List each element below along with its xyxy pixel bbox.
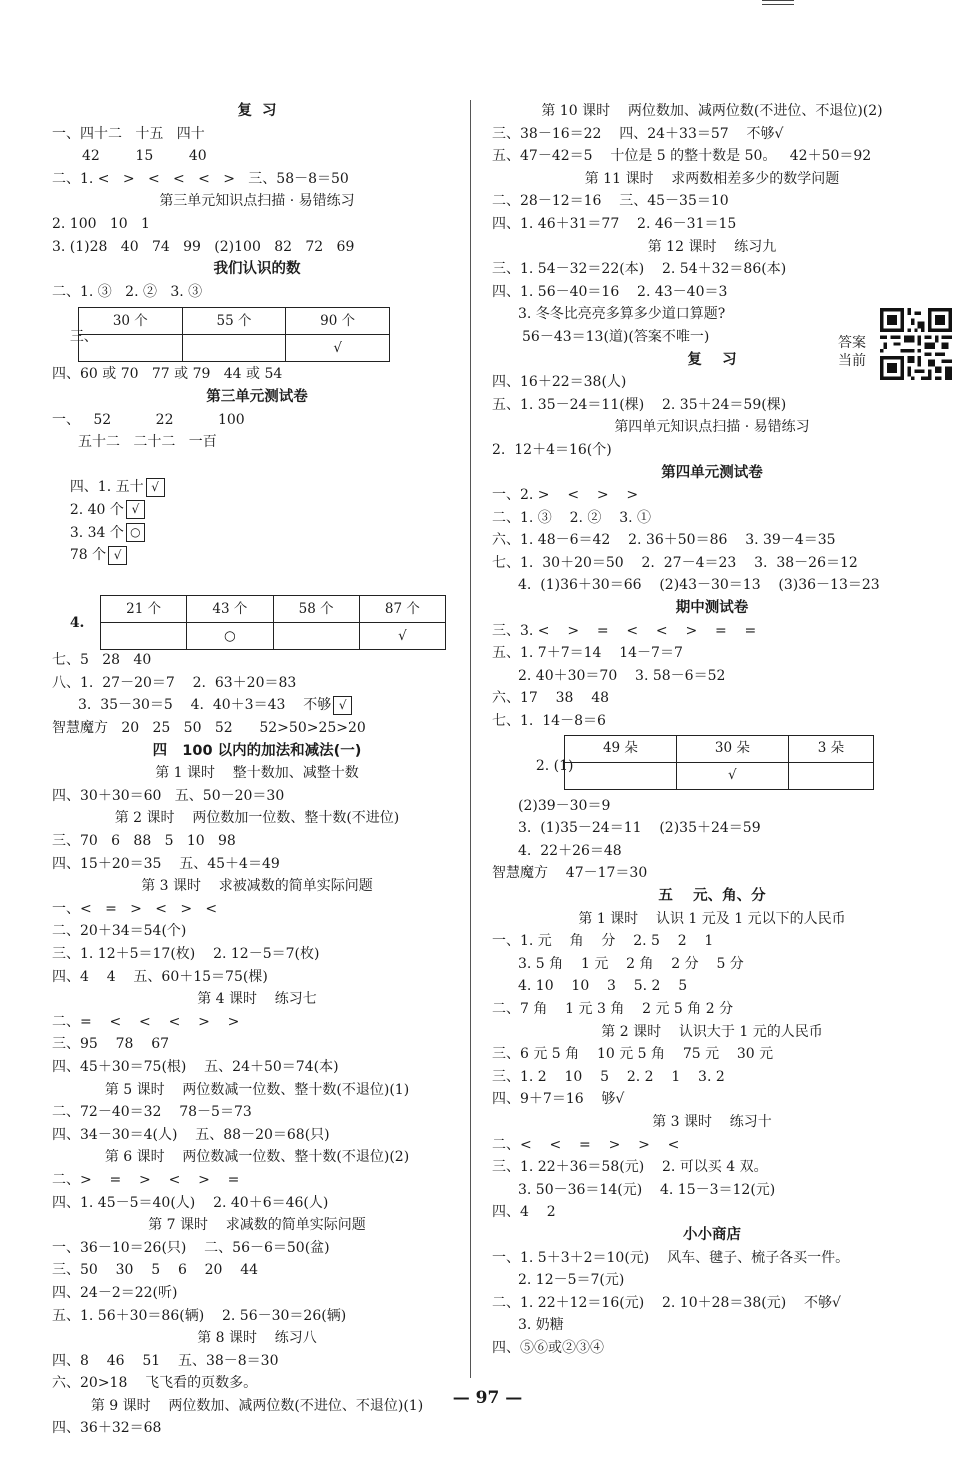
table-cell bbox=[101, 623, 187, 650]
answer-line: 一、2. > < > > bbox=[492, 487, 639, 504]
answer-line: 3. 奶糖 bbox=[518, 1317, 564, 1334]
answer-text: 四、1. 五十 bbox=[69, 479, 144, 496]
left-column bbox=[52, 100, 462, 1440]
answer-line: 四、4 4 五、60＋15＝75(棵) bbox=[52, 968, 268, 985]
answer-line: 一、四十二 十五 四十 bbox=[52, 125, 205, 142]
answer-line: 六、1. 48－6＝42 2. 36＋50＝86 3. 39－4＝35 bbox=[492, 532, 836, 549]
answer-table bbox=[100, 595, 446, 650]
lesson-heading: 第 10 课时 两位数加、减两位数(不进位、不退位)(2) bbox=[541, 103, 883, 119]
answer-line: 四、15＋20＝35 五、45＋4＝49 bbox=[52, 855, 280, 872]
table-header: 43 个 bbox=[187, 596, 273, 623]
answer-box: √ bbox=[126, 500, 145, 519]
lesson-heading: 第 12 课时 练习九 bbox=[647, 238, 777, 255]
table-header: 30 朵 bbox=[676, 735, 788, 762]
page-number: — 97 — bbox=[452, 1388, 523, 1408]
answer-line: 4. 22＋26＝48 bbox=[518, 842, 622, 859]
answer-line: 二、72－40＝32 78－5＝73 bbox=[52, 1104, 252, 1121]
table-header: 87 个 bbox=[359, 596, 445, 623]
answer-line: 四、4 2 bbox=[492, 1204, 556, 1221]
answer-line: 2. 100 10 1 bbox=[52, 215, 150, 232]
answer-line: 七、5 28 40 bbox=[52, 652, 152, 669]
answer-line: 三、50 30 5 6 20 44 bbox=[52, 1262, 259, 1279]
answer-table-line bbox=[52, 303, 462, 363]
section-heading: 小小商店 bbox=[683, 1226, 741, 1243]
answer-line: 五、47－42＝5 十位是 5 的整十数是 50。 42＋50＝92 bbox=[492, 148, 872, 165]
answer-line: 一、36－10＝26(只) 二、56－6＝50(盆) bbox=[52, 1239, 330, 1256]
answer-line: 四、30＋30＝60 五、50－20＝30 bbox=[52, 787, 285, 804]
answer-line: 四、36＋32＝68 bbox=[52, 1420, 162, 1437]
answer-line bbox=[52, 694, 462, 717]
answer-line: 2. 40＋30＝70 3. 58－6＝52 bbox=[518, 667, 726, 684]
answer-line: 六、20>18 飞飞看的页数多。 bbox=[52, 1375, 258, 1392]
right-column bbox=[492, 100, 932, 1359]
answer-line: 二、1. < > < < < > 三、58－8＝50 bbox=[52, 170, 349, 187]
answer-line: 三、38－16＝22 四、24＋33＝57 不够√ bbox=[492, 125, 784, 142]
answer-line: 四、⑤⑥或②③④ bbox=[492, 1339, 604, 1356]
answer-line: 3. 冬冬比亮亮多算多少道口算题? bbox=[518, 306, 726, 323]
answer-line: 四、16＋22＝38(人) bbox=[492, 374, 627, 391]
table-header: 90 个 bbox=[286, 308, 390, 335]
lesson-heading: 第 9 课时 两位数加、减两位数(不进位、不退位)(1) bbox=[90, 1397, 424, 1414]
answer-line: 三、1. 54－32＝22(本) 2. 54＋32＝86(本) bbox=[492, 261, 787, 278]
answer-line: 五、1. 56＋30＝86(辆) 2. 56－30＝26(辆) bbox=[52, 1307, 347, 1324]
top-mark bbox=[762, 0, 794, 5]
table-cell: √ bbox=[286, 335, 390, 362]
lesson-heading: 第 1 课时 认识 1 元及 1 元以下的人民币 bbox=[578, 910, 846, 927]
lesson-heading: 第 6 课时 两位数减一位数、整十数(不退位)(2) bbox=[104, 1149, 410, 1166]
answer-line: 六、17 38 48 bbox=[492, 690, 610, 707]
answer-line: 3. (1)35－24＝11 (2)35＋24＝59 bbox=[518, 820, 761, 837]
answer-line: 3. 5 角 1 元 2 角 2 分 5 分 bbox=[518, 955, 744, 972]
answer-line: 五、1. 7＋7＝14 14－7＝7 bbox=[492, 645, 683, 662]
answer-line: 三、70 6 88 5 10 98 bbox=[52, 833, 236, 850]
table-cell bbox=[182, 335, 286, 362]
answer-line: (2)39－30＝9 bbox=[518, 797, 611, 814]
answer-line: 2. 12＋4＝16(个) bbox=[492, 441, 612, 458]
column-divider bbox=[470, 100, 471, 1378]
table-prefix: 三、 bbox=[69, 328, 98, 345]
section-heading: 四 100 以内的加法和减法(一) bbox=[152, 742, 362, 759]
answer-line: 五、1. 35－24＝11(棵) 2. 35＋24＝59(棵) bbox=[492, 396, 787, 413]
lesson-heading: 第 11 课时 求两数相差多少的数学问题 bbox=[584, 170, 840, 187]
answer-text: 3. 34 个 bbox=[69, 524, 124, 541]
table-cell: ○ bbox=[187, 623, 273, 650]
answer-line: 二、7 角 1 元 3 角 2 元 5 角 2 分 bbox=[492, 1000, 734, 1017]
table-cell bbox=[273, 623, 359, 650]
answer-line: 二、20＋34＝54(个) bbox=[52, 923, 187, 940]
table-header: 49 朵 bbox=[565, 735, 677, 762]
answer-line: 四、45＋30＝75(根) 五、24＋50＝74(本) bbox=[52, 1058, 339, 1075]
table-cell bbox=[79, 335, 183, 362]
qr-label: 答案当前 bbox=[838, 335, 866, 369]
answer-line: 四、1. 45－5＝40(人) 2. 40＋6＝46(人) bbox=[52, 1194, 329, 1211]
answer-line: 三、1. 12＋5＝17(枚) 2. 12－5＝7(枚) bbox=[52, 946, 320, 962]
answer-table bbox=[78, 307, 390, 362]
answer-line: 二、1. ③ 2. ② 3. ① bbox=[492, 509, 652, 526]
lesson-heading: 第三单元知识点扫描 · 易错练习 bbox=[159, 193, 355, 210]
table-cell: √ bbox=[676, 762, 788, 789]
answer-line: 四、1. 56－40＝16 2. 43－40＝3 bbox=[492, 283, 728, 300]
table-header: 55 个 bbox=[182, 308, 286, 335]
answer-line: 四、8 46 51 五、38－8＝30 bbox=[52, 1352, 279, 1369]
section-heading: 我们认识的数 bbox=[213, 261, 301, 278]
table-header: 58 个 bbox=[273, 596, 359, 623]
answer-line: 三、1. 2 10 5 2. 2 1 3. 2 bbox=[492, 1068, 725, 1085]
answer-line: 42 15 40 bbox=[82, 148, 207, 165]
answer-line: 四、24－2＝22(听) bbox=[52, 1284, 178, 1301]
lesson-heading: 第 1 课时 整十数加、减整十数 bbox=[155, 765, 359, 782]
answer-text: 3. 35－30＝5 4. 40＋3＝43 不够 bbox=[78, 697, 332, 714]
table-cell bbox=[788, 762, 873, 789]
answer-line: 一、1. 元 角 分 2. 5 2 1 bbox=[492, 933, 714, 950]
section-heading: 复 习 bbox=[687, 351, 737, 368]
answer-line: 3. (1)28 40 74 99 (2)100 82 72 69 bbox=[52, 238, 355, 255]
answer-line: 三、3. < > = < < > = = bbox=[492, 622, 757, 639]
section-heading: 复 习 bbox=[237, 103, 277, 119]
page-number-value: 97 bbox=[475, 1388, 500, 1408]
answer-box: √ bbox=[333, 696, 352, 715]
lesson-heading: 第 5 课时 两位数减一位数、整十数(不退位)(1) bbox=[104, 1081, 410, 1098]
table-header: 21 个 bbox=[101, 596, 187, 623]
answer-text: 2. 40 个 bbox=[69, 501, 124, 518]
answer-line: 五十二 二十二 一百 bbox=[78, 434, 217, 451]
answer-line: 二、= < < < > > bbox=[52, 1013, 240, 1030]
answer-line: 智慧魔方 20 25 50 52 52>50>25>20 bbox=[52, 720, 366, 737]
answer-line: 三、1. 22＋36＝58(元) 2. 可以买 4 双。 bbox=[492, 1159, 768, 1176]
lesson-heading: 第 4 课时 练习七 bbox=[197, 991, 317, 1008]
answer-line: 4. (1)36＋30＝66 (2)43－30＝13 (3)36－13＝23 bbox=[518, 577, 880, 594]
answer-table-line bbox=[492, 733, 932, 795]
answer-table-line bbox=[52, 589, 462, 649]
answer-line: 三、95 78 67 bbox=[52, 1036, 170, 1053]
answer-line: 一、< = > < > < bbox=[52, 900, 218, 917]
answer-table bbox=[564, 735, 874, 790]
answer-line: 二、1. 22＋12＝16(元) 2. 10＋28＝38(元) 不够√ bbox=[492, 1294, 841, 1311]
answer-line: 八、1. 27－20＝7 2. 63＋20＝83 bbox=[52, 674, 297, 691]
answer-line: 四、34－30＝4(人) 五、88－20＝68(只) bbox=[52, 1126, 330, 1143]
table-prefix: 4. bbox=[69, 614, 85, 631]
answer-box: √ bbox=[146, 478, 165, 497]
answer-box: ○ bbox=[126, 523, 145, 542]
lesson-heading: 第 2 课时 认识大于 1 元的人民币 bbox=[601, 1023, 823, 1040]
section-heading: 第三单元测试卷 bbox=[206, 388, 308, 405]
answer-line: 三、6 元 5 角 10 元 5 角 75 元 30 元 bbox=[492, 1046, 774, 1063]
answer-box: √ bbox=[108, 546, 127, 565]
lesson-heading: 第四单元知识点扫描 · 易错练习 bbox=[614, 419, 810, 436]
table-header: 30 个 bbox=[79, 308, 183, 335]
answer-line: 七、1. 14－8＝6 bbox=[492, 713, 606, 730]
answer-line: 3. 50－36＝14(元) 4. 15－3＝12(元) bbox=[518, 1181, 776, 1198]
answer-line: 二、28－12＝16 三、45－35＝10 bbox=[492, 193, 729, 210]
table-prefix: 2. (1) bbox=[535, 758, 574, 775]
section-heading: 期中测试卷 bbox=[675, 600, 749, 617]
qr-code-icon[interactable] bbox=[880, 308, 952, 380]
answer-line: 二、1. ③ 2. ② 3. ③ bbox=[52, 283, 203, 300]
answer-line: 七、1. 30＋20＝50 2. 27－4＝23 3. 38－26＝12 bbox=[492, 554, 858, 571]
section-heading: 五 元、角、分 bbox=[658, 888, 766, 904]
answer-line: 56－43＝13(道)(答案不唯一) bbox=[522, 328, 710, 345]
answer-line: 4. 10 10 3 5. 2 5 bbox=[518, 978, 688, 995]
lesson-heading: 第 2 课时 两位数加一位数、整十数(不进位) bbox=[114, 810, 400, 827]
section-heading: 第四单元测试卷 bbox=[661, 464, 763, 481]
answer-line: 二、> = > < > = bbox=[52, 1171, 240, 1188]
answer-line: 二、< < = > > < bbox=[492, 1136, 680, 1153]
answer-line: 一、1. 5＋3＋2＝10(元) 风车、毽子、梳子各买一件。 bbox=[492, 1249, 850, 1266]
lesson-heading: 第 7 课时 求减数的简单实际问题 bbox=[148, 1217, 366, 1234]
table-cell bbox=[565, 762, 677, 789]
table-header: 3 朵 bbox=[788, 735, 873, 762]
answer-line: 智慧魔方 47－17＝30 bbox=[492, 865, 648, 882]
answer-line: 一、 52 22 100 bbox=[52, 411, 245, 428]
table-cell: √ bbox=[359, 623, 445, 650]
lesson-heading: 第 3 课时 练习十 bbox=[652, 1113, 772, 1130]
answer-text: 78 个 bbox=[69, 547, 107, 564]
answer-line bbox=[52, 454, 462, 590]
answer-line: 四、1. 46＋31＝77 2. 46－31＝15 bbox=[492, 215, 737, 232]
lesson-heading: 第 8 课时 练习八 bbox=[197, 1330, 317, 1347]
answer-line: 四、60 或 70 77 或 79 44 或 54 bbox=[52, 366, 283, 383]
answer-line: 四、9＋7＝16 够√ bbox=[492, 1091, 625, 1108]
answer-line: 2. 12－5＝7(元) bbox=[518, 1272, 625, 1289]
lesson-heading: 第 3 课时 求被减数的简单实际问题 bbox=[141, 878, 373, 895]
